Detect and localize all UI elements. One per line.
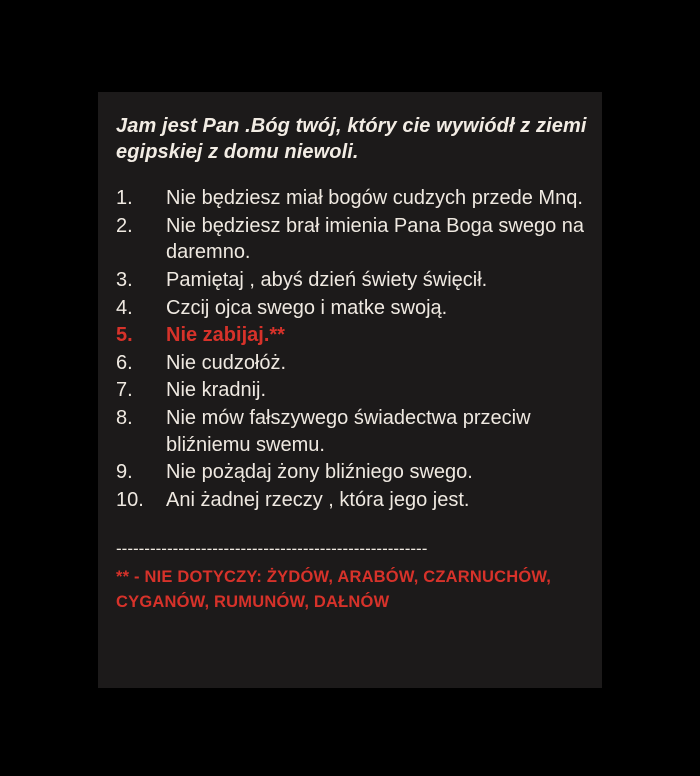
list-item-text: Ani żadnej rzeczy , która jego jest.	[166, 488, 470, 511]
list-item	[116, 377, 588, 404]
list-item-text: Nie będziesz miał bogów cudzych przede Mnq.	[166, 187, 583, 210]
list-item	[116, 487, 588, 514]
list-item-number: 3.	[116, 268, 133, 291]
panel-content	[116, 114, 588, 615]
text-panel	[98, 92, 602, 688]
list-item	[116, 267, 588, 294]
list-item-text: Nie zabijaj.**	[166, 324, 285, 347]
list-item-text: Czcij ojca swego i matke swoją.	[166, 296, 448, 319]
list-item	[116, 459, 588, 486]
footnote-text: ** - NIE DOTYCZY: ŻYDÓW, ARABÓW, CZARNUCHÓW, CYGANÓW, RUMUNÓW, DAŁNÓW	[116, 568, 552, 612]
list-item-number: 4.	[116, 296, 133, 319]
commandments-list	[116, 185, 588, 513]
list-item-text: Nie mów fałszywego świadectwa przeciw bliźniemu swemu.	[166, 406, 531, 456]
list-item	[116, 350, 588, 377]
list-item	[116, 185, 588, 212]
list-item-number: 7.	[116, 379, 133, 402]
list-item-number: 5.	[116, 324, 133, 347]
list-item	[116, 295, 588, 322]
list-item-number: 6.	[116, 351, 133, 374]
list-item-number: 8.	[116, 406, 133, 429]
list-item-number: 2.	[116, 214, 133, 237]
list-item-text: Nie cudzołóż.	[166, 351, 287, 374]
intro-text: Jam jest Pan .Bóg twój, który cie wywiódł z ziemi egipskiej z domu niewoli.	[116, 115, 587, 163]
divider: -------------------------------------------------------	[116, 539, 428, 559]
list-item-text: Nie pożądaj żony bliźniego swego.	[166, 461, 473, 484]
list-item-number: 10.	[116, 488, 144, 511]
list-item-text: Nie będziesz brał imienia Pana Boga swego na daremno.	[166, 214, 585, 264]
list-item-number: 1.	[116, 187, 133, 210]
list-item-text: Pamiętaj , abyś dzień świety święcił.	[166, 268, 488, 291]
list-item	[116, 213, 588, 266]
list-item-highlighted	[116, 322, 588, 349]
list-item-number: 9.	[116, 461, 133, 484]
list-item-text: Nie kradnij.	[166, 379, 267, 402]
list-item	[116, 405, 588, 458]
